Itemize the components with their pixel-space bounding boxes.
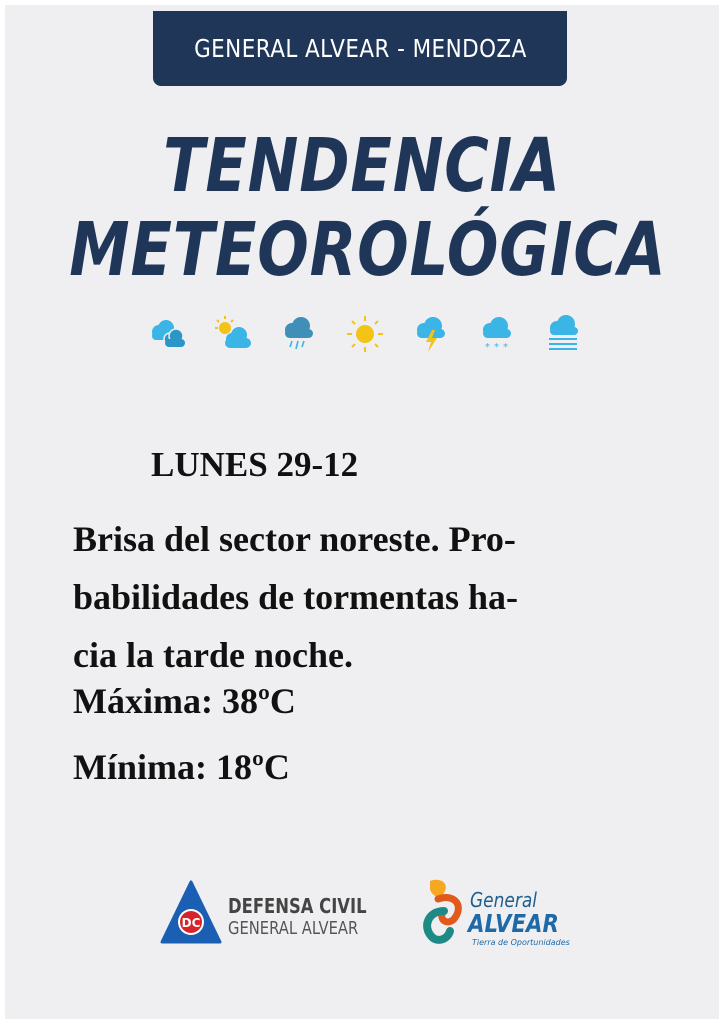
svg-text:*: *	[485, 342, 490, 353]
ga-tagline: Tierra de Oportunidades	[472, 938, 570, 947]
forecast-description	[73, 510, 663, 684]
fog-icon	[541, 312, 585, 356]
snow-icon	[475, 312, 519, 356]
sun-icon	[343, 312, 387, 356]
dc-name: DEFENSA CIVIL	[228, 894, 367, 918]
defensa-civil-logo	[160, 880, 367, 950]
min-temperature: Mínima: 18ºC	[73, 747, 290, 787]
description-line: babilidades de tormentas ha-	[73, 577, 519, 617]
rain-icon	[277, 312, 321, 356]
forecast-day: LUNES 29-12	[151, 445, 359, 484]
ga-alvear: ALVEAR	[468, 909, 559, 938]
svg-text:*: *	[494, 342, 499, 353]
location-banner	[153, 11, 567, 86]
partly-sunny-icon	[211, 312, 255, 356]
svg-text:*: *	[503, 342, 508, 353]
description-line: cia la tarde noche.	[73, 635, 353, 675]
title-line-1: TENDENCIA	[163, 123, 561, 209]
max-temperature: Máxima: 38ºC	[73, 681, 296, 721]
storm-icon	[409, 312, 453, 356]
dc-badge-text: DC	[181, 916, 201, 930]
defensa-civil-triangle-icon	[160, 880, 222, 946]
general-alvear-logo	[420, 873, 570, 955]
location-label: GENERAL ALVEAR - MENDOZA	[193, 34, 527, 63]
dc-subname: GENERAL ALVEAR	[228, 918, 359, 939]
ga-general: General	[470, 888, 538, 912]
poster	[5, 5, 719, 1019]
title-line-2: METEOROLÓGICA	[69, 207, 667, 293]
cloudy-icon	[145, 312, 189, 356]
description-line: Brisa del sector noreste. Pro-	[73, 519, 516, 559]
weather-icons-row	[145, 310, 585, 358]
general-alvear-mark-icon	[420, 875, 466, 949]
